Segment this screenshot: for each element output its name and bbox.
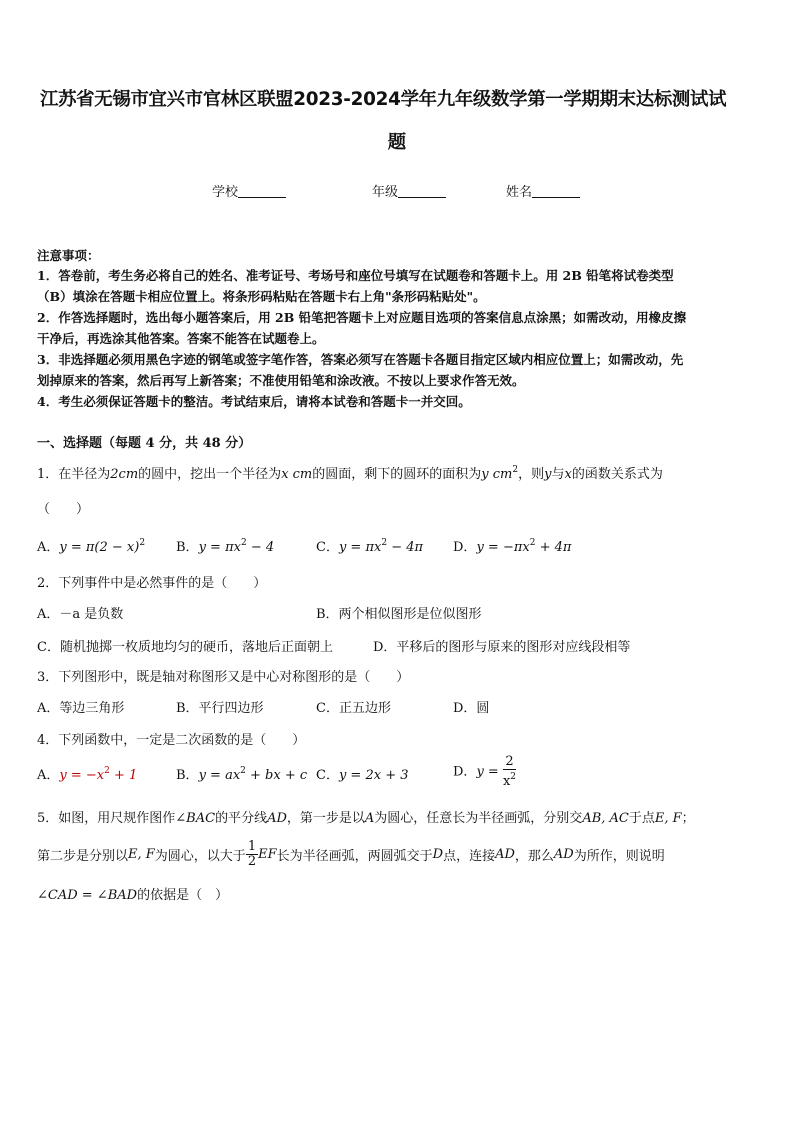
q3-option-a[interactable]: A．等边三角形 (37, 701, 125, 716)
option-sup: 2 (240, 766, 246, 776)
option-formula: y = ax (198, 768, 241, 783)
option-label: D． (453, 540, 477, 555)
q1-text: 的圆面，剩下的圆环的面积为 (312, 467, 482, 482)
q5-segment: AD (553, 847, 574, 862)
q2-option-a[interactable]: A．－a 是负数 (37, 607, 124, 622)
q1-inner-radius: x cm (281, 467, 313, 482)
q5-text: 于点 (628, 811, 655, 826)
q5-line2 (37, 840, 665, 869)
q1-stem (37, 463, 663, 482)
option-formula-tail: − 4 (246, 540, 275, 555)
option-sup: 2 (104, 766, 110, 776)
section-heading: 一、选择题（每题 4 分，共 48 分） (37, 436, 252, 451)
q1-text: ，则 (518, 467, 545, 482)
option-formula: y = (476, 764, 499, 780)
q4-option-a[interactable] (37, 764, 137, 783)
q5-text: 点，连接 (443, 849, 496, 864)
q5-text: 的平分线 (215, 811, 268, 826)
fraction-denominator: $x^2$ (502, 772, 517, 789)
option-formula: y = πx (198, 540, 241, 555)
q4-option-b[interactable] (176, 764, 307, 783)
option-formula-tail: + 1 (109, 768, 138, 783)
q5-text: 为圆心，任意长为半径画弧，分别交 (374, 811, 583, 826)
notice-line: 4．考生必须保证答题卡的整洁。考试结束后，请将本试卷和答题卡一并交回。 (37, 394, 471, 409)
q1-option-c[interactable] (316, 536, 423, 555)
q5-text: ； (681, 811, 695, 826)
option-label: A． (37, 540, 60, 555)
option-formula: y = π(2 − x) (59, 540, 140, 555)
option-formula: y = πx (338, 540, 382, 555)
fraction-denominator: 2 (247, 854, 257, 869)
option-label: C． (316, 540, 339, 555)
fraction-numerator: 1 (247, 839, 257, 854)
notice-line: 干净后，再选涂其他答案。答案不能答在试题卷上。 (37, 331, 325, 346)
name-field[interactable] (506, 181, 580, 200)
option-fraction (503, 755, 516, 789)
name-label: 姓名 (506, 185, 533, 200)
q5-segment: AD (495, 847, 515, 862)
option-formula: y = −πx (476, 540, 530, 555)
q5-text: 长为半径画弧，两圆弧交于 (276, 849, 433, 864)
option-formula: y = −x (59, 768, 105, 783)
notice-line: （B）填涂在答题卡相应位置上。将条形码粘贴在答题卡右上角"条形码粘贴处"。 (37, 289, 486, 304)
q3-option-c[interactable]: C．正五边形 (316, 701, 391, 716)
option-formula: y = 2x + 3 (338, 768, 409, 783)
q5-line3 (37, 884, 228, 903)
q1-paren: （ ） (37, 502, 90, 517)
q1-radius: 2cm (110, 467, 139, 482)
q1-option-a[interactable] (37, 536, 145, 555)
grade-label: 年级 (372, 185, 399, 200)
q4-stem: 4．下列函数中，一定是二次函数的是（ ） (37, 733, 306, 748)
fraction-numerator: 2 (503, 755, 516, 770)
q3-stem: 3．下列图形中，既是轴对称图形又是中心对称图形的是（ ） (37, 670, 410, 685)
q5-segment: AD (267, 811, 287, 826)
option-formula-tail: + 4π (535, 540, 572, 555)
q5-text: ，第一步是以 (286, 811, 365, 826)
notice-heading: 注意事项： (37, 248, 100, 263)
school-blank[interactable] (238, 184, 286, 198)
q5-text: ，那么 (514, 849, 554, 864)
option-label: C． (316, 768, 339, 783)
q5-text: 5．如图，用尺规作图作 (37, 811, 176, 826)
q2-stem: 2．下列事件中是必然事件的是（ ） (37, 576, 267, 591)
q5-points: E, F (654, 811, 682, 826)
q5-half-fraction (246, 840, 258, 869)
option-sup: 2 (529, 538, 536, 548)
q5-segments: AB, AC (582, 811, 629, 826)
option-label: D． (453, 764, 477, 780)
q1-text: 1．在半径为 (37, 467, 111, 482)
option-formula-tail: − 4π (387, 540, 424, 555)
q1-text: 与 (551, 467, 565, 482)
option-label: A． (37, 768, 60, 783)
option-label: B． (176, 540, 199, 555)
q5-point: D (432, 847, 444, 862)
q1-option-b[interactable] (176, 536, 274, 555)
q5-point: A (364, 811, 375, 826)
option-sup: 2 (240, 538, 247, 548)
q5-text: 第二步是分别以 (37, 849, 129, 864)
notice-line: 划掉原来的答案，然后再写上新答案；不准使用铅笔和涂改液。不按以上要求作答无效。 (37, 373, 525, 388)
q5-points: E, F (128, 847, 155, 862)
exam-title-line1: 江苏省无锡市宜兴市官林区联盟2023-2024学年九年级数学第一学期期末达标测试试 (40, 89, 727, 110)
grade-field[interactable] (372, 181, 446, 200)
school-field[interactable] (212, 181, 286, 200)
grade-blank[interactable] (398, 184, 446, 198)
q5-angle-equation: ∠CAD = ∠BAD (37, 888, 138, 903)
q1-option-d[interactable] (453, 536, 571, 555)
q5-angle: ∠BAC (175, 811, 216, 826)
q5-text: 为所作，则说明 (573, 849, 665, 864)
q1-area: y cm (481, 467, 513, 482)
notice-line: 1．答卷前，考生务必将自己的姓名、准考证号、考场号和座位号填写在试题卷和答题卡上。用 2B 铅笔将试卷类型 (37, 268, 674, 283)
q5-segment: EF (258, 847, 277, 862)
q4-option-c[interactable] (316, 764, 409, 783)
q2-option-b[interactable]: B．两个相似图形是位似图形 (316, 607, 482, 622)
option-formula-tail: + bx + c (245, 768, 308, 783)
q1-x: x (564, 467, 572, 482)
q5-text: 的依据是（ ） (137, 888, 229, 903)
q2-option-c[interactable]: C．随机抛掷一枚质地均匀的硬币，落地后正面朝上 (37, 640, 333, 655)
q1-y: y (544, 467, 552, 482)
option-sup: 2 (139, 538, 146, 548)
option-sup: 2 (381, 538, 388, 548)
q5-text: 为圆心，以大于 (154, 849, 246, 864)
q3-option-d[interactable]: D．圆 (453, 701, 490, 716)
q5-line1 (37, 807, 695, 826)
option-label: B． (176, 768, 199, 783)
q1-sup: 2 (512, 465, 519, 475)
q1-text: 的圆中，挖出一个半径为 (138, 467, 282, 482)
notice-line: 2．作答选择题时，选出每小题答案后，用 2B 铅笔把答题卡上对应题目选项的答案信息点涂黑；如需改动，用橡皮擦 (37, 310, 687, 325)
q3-option-b[interactable]: B．平行四边形 (176, 701, 264, 716)
q1-text: 的函数关系式为 (571, 467, 663, 482)
exam-title-line2: 题 (387, 132, 407, 153)
name-blank[interactable] (532, 184, 580, 198)
q2-option-d[interactable]: D．平移后的图形与原来的图形对应线段相等 (373, 640, 631, 655)
school-label: 学校 (212, 185, 239, 200)
notice-line: 3．非选择题必须用黑色字迹的钢笔或签字笔作答，答案必须写在答题卡各题目指定区域内相应位置上；如需改动，先 (37, 352, 684, 367)
q4-option-d[interactable] (453, 755, 516, 789)
